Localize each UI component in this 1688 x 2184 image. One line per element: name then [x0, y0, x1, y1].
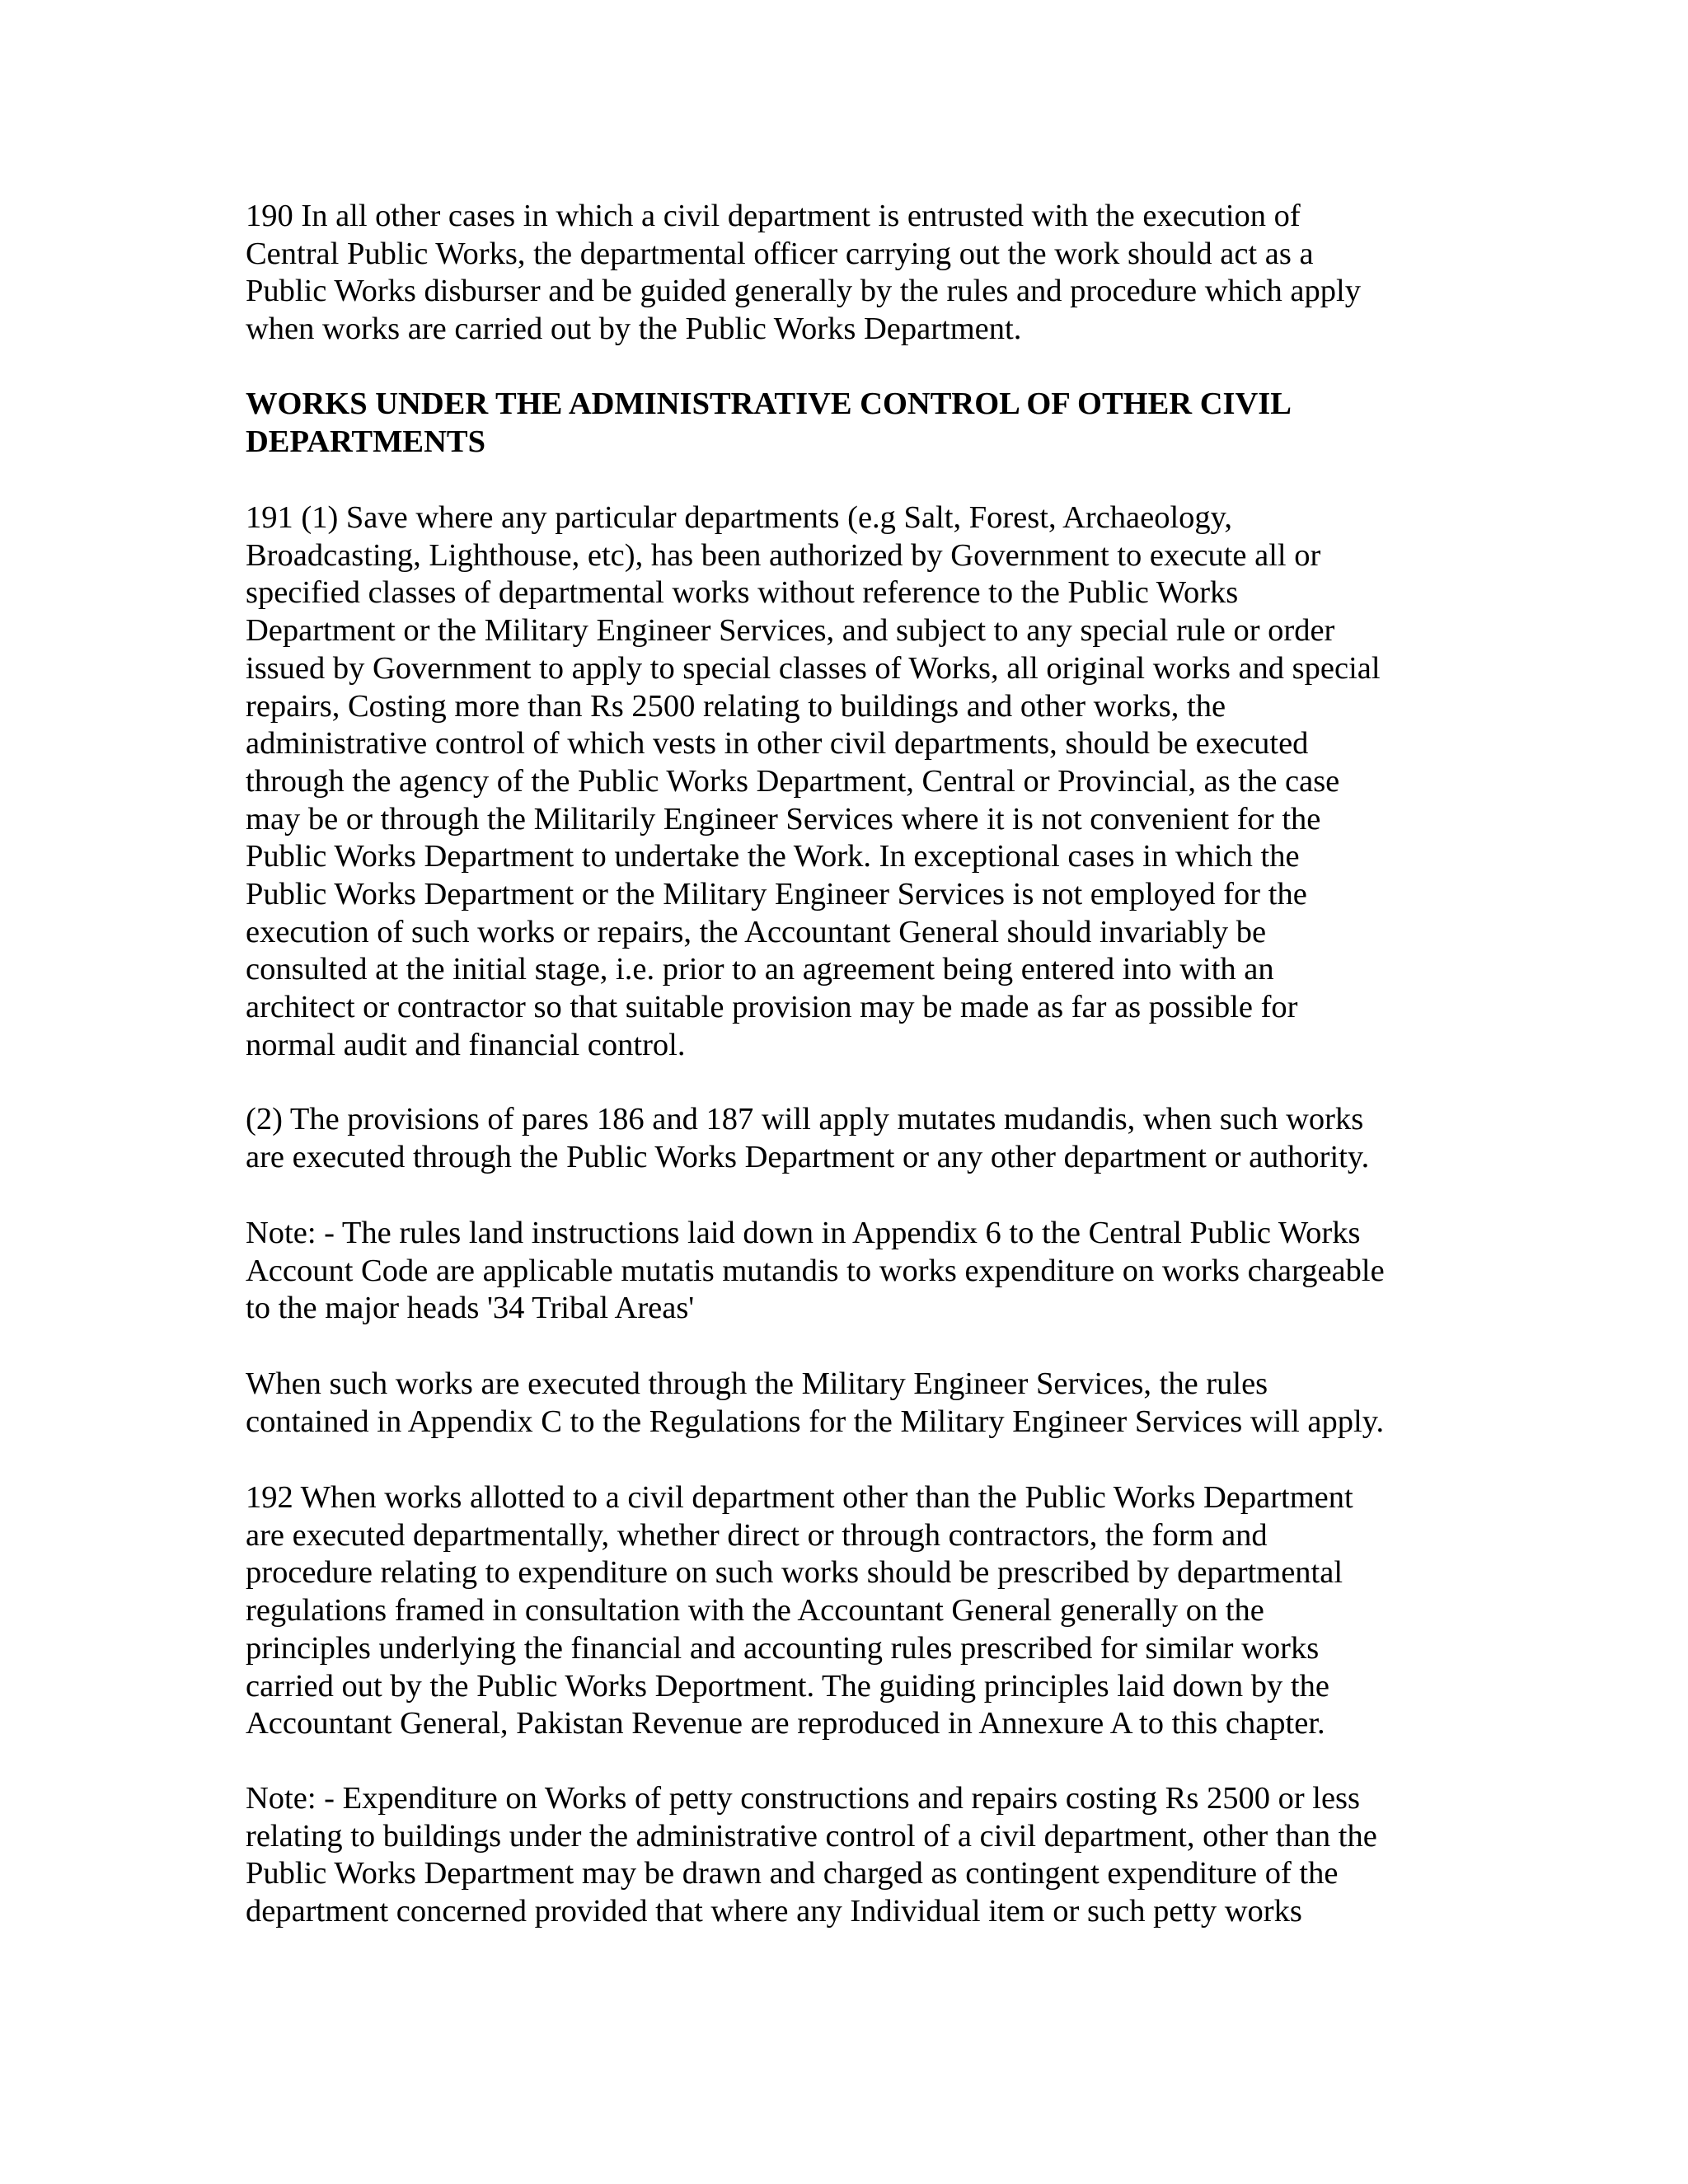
- paragraph-190: 190 In all other cases in which a civil department is entrusted with the execution of Central Public Works, the departmental officer carrying out the work should act as a Public Works disburser and be guided generally by the rules and procedure which apply when works are carried out by the Public Works Department.: [246, 199, 1361, 347]
- section-heading: WORKS UNDER THE ADMINISTRATIVE CONTROL OF OTHER CIVIL DEPARTMENTS: [246, 387, 1292, 459]
- note-petty-works: Note: - Expenditure on Works of petty constructions and repairs costing Rs 2500 or less relating to buildings under the administrative control of a civil department, other than the Public Works Department may be drawn and charged as contingent expenditure of the department concerned provided that where any Individual item or such petty works: [246, 1781, 1377, 1929]
- paragraph-military-engineer: When such works are executed through the Military Engineer Services, the rules contained in Appendix C to the Regulations for the Military Engineer Services will apply.: [246, 1366, 1385, 1439]
- paragraph-191-2: (2) The provisions of pares 186 and 187 will apply mutates mudandis, when such works are executed through the Public Works Department or any other department or authority.: [246, 1102, 1370, 1174]
- paragraph-192: 192 When works allotted to a civil department other than the Public Works Department are executed departmentally, whether direct or through contractors, the form and procedure relating to expenditure on such works should be prescribed by departmental regulations framed in consultation with the Accountant General generally on the principles underlying the financial and accounting rules prescribed for similar works carried out by the Public Works Deportment. The guiding principles laid down by the Accountant General, Pakistan Revenue are reproduced in Annexure A to this chapter.: [246, 1480, 1353, 1741]
- note-tribal-areas: Note: - The rules land instructions laid down in Appendix 6 to the Central Public Works Account Code are applicable mutatis mutandis to works expenditure on works chargeable to the major heads '34 Tribal Areas': [246, 1216, 1385, 1326]
- paragraph-191-1: 191 (1) Save where any particular departments (e.g Salt, Forest, Archaeology, Broadcasting, Lighthouse, etc), has been authorized by Government to execute all or specified classes of departmental works without reference to the Public Works Department or the Military Engineer Services, and subject to any special rule or order issued by Government to apply to special classes of Works, all original works and special repairs, Costing more than Rs 2500 relating to buildings and other works, the administrative control of which vests in other civil departments, should be executed through the agency of the Public Works Department, Central or Provincial, as the case may be or through the Militarily Engineer Services where it is not convenient for the Public Works Department to undertake the Work. In exceptional cases in which the Public Works Department or the Military Engineer Services is not employed for the execution of such works or repairs, the Accountant General should invariably be consulted at the initial stage, i.e. prior to an agreement being entered into with an architect or contractor so that suitable provision may be made as far as possible for normal audit and financial control.: [246, 500, 1381, 1062]
